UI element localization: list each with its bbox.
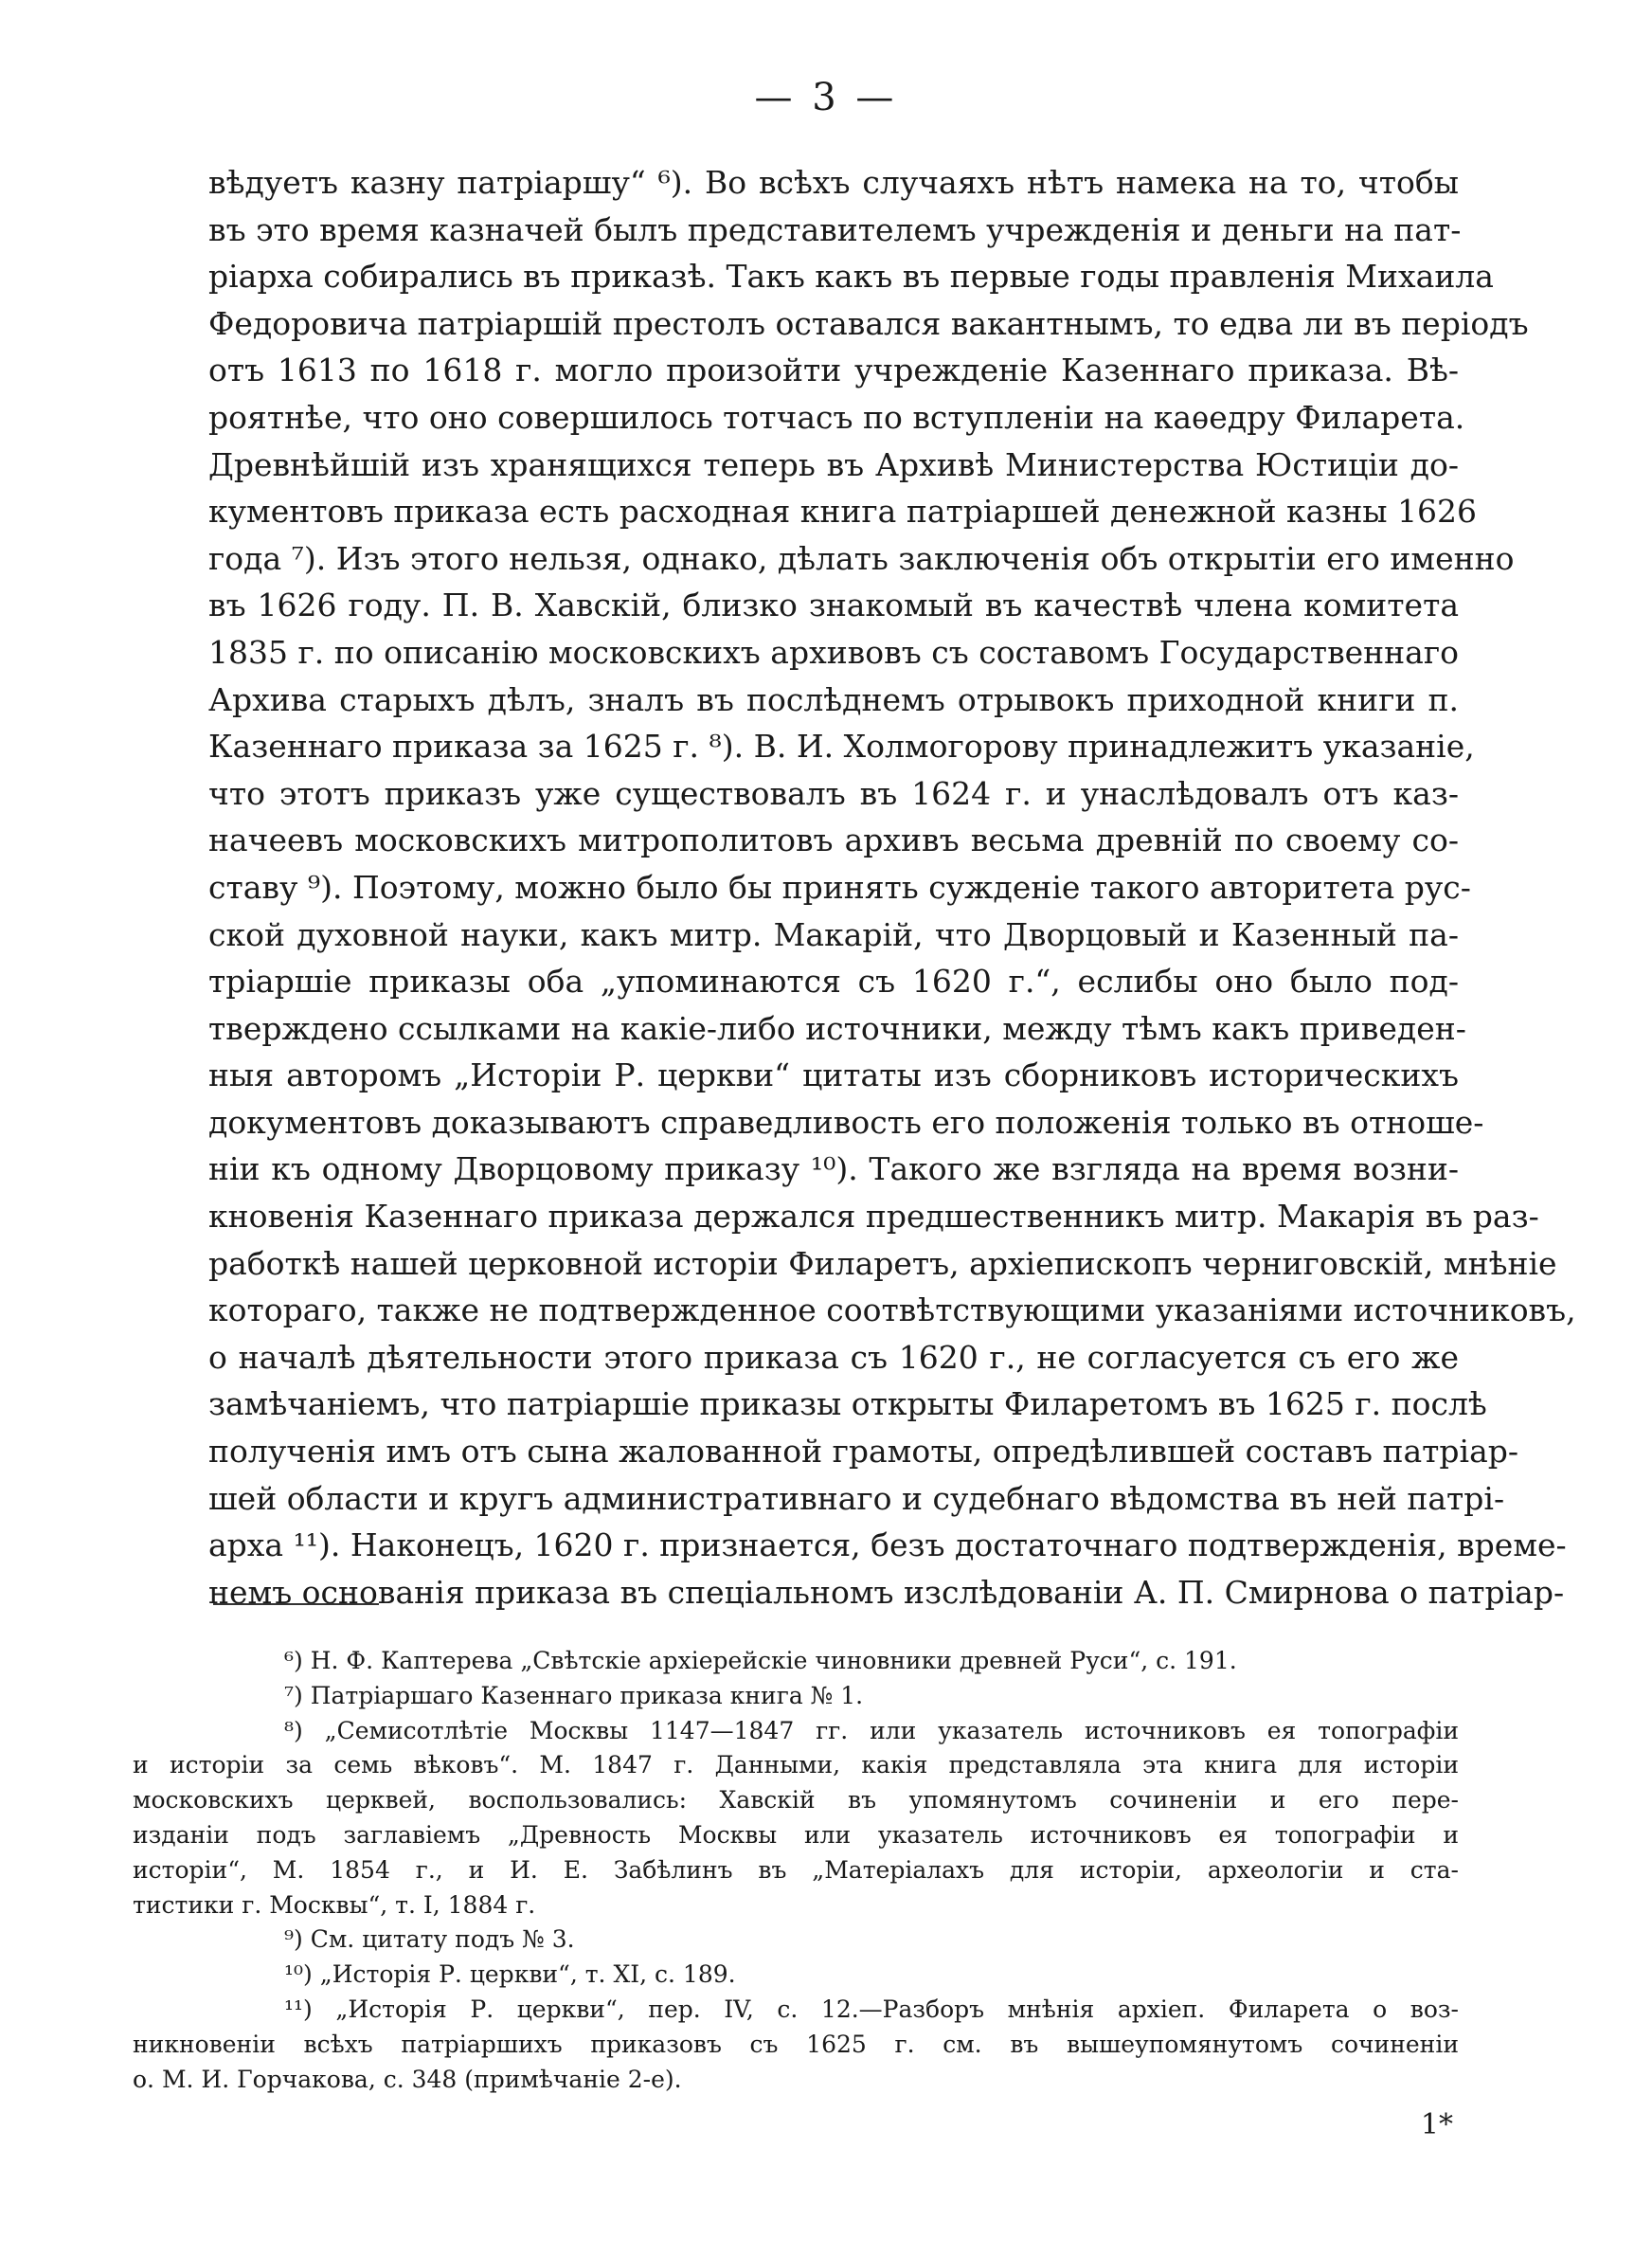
- footnote-line: московскихъ церквей, воспользовались: Хавскій въ упомянутомъ сочиненіи и его пере-: [133, 1786, 1459, 1815]
- footnote-11: [133, 1993, 1459, 2097]
- body-line: ніи къ одному Дворцовому приказу ¹⁰). Такого же взгляда на время возни-: [208, 1150, 1459, 1188]
- footnote-9: [208, 1923, 1459, 1958]
- body-line: ріарха собирались въ приказѣ. Такъ какъ въ первые годы правленія Михаила: [208, 258, 1494, 296]
- body-line: отъ 1613 по 1618 г. могло произойти учрежденіе Казеннаго приказа. Вѣ-: [208, 352, 1459, 389]
- page-number: — 3 —: [754, 76, 898, 119]
- footnote-line: о. М. И. Горчакова, с. 348 (примѣчаніе 2-е).: [133, 2065, 682, 2093]
- footnote-line: ⁸) „Семисотлѣтіе Москвы 1147—1847 гг. или указатель источниковъ ея топографіи: [284, 1716, 1459, 1744]
- body-line: котораго, также не подтвержденное соотвѣтствующими указаніями источниковъ,: [208, 1291, 1576, 1329]
- footnote-line: ⁷) Патріаршаго Казеннаго приказа книга № 1.: [284, 1681, 864, 1709]
- body-line: документовъ доказываютъ справедливость его положенія только въ отноше-: [208, 1103, 1484, 1141]
- footnote-line: исторіи“, М. 1854 г., и И. Е. Забѣлинъ въ „Матеріалахъ для исторіи, археологіи и ста-: [133, 1855, 1459, 1884]
- body-line: шей области и кругъ административнаго и судебнаго вѣдомства въ ней патрі-: [208, 1479, 1505, 1517]
- body-line: начеевъ московскихъ митрополитовъ архивъ весьма древній по своему со-: [208, 822, 1459, 859]
- footnote-8: [133, 1714, 1459, 1923]
- body-line: 1835 г. по описанію московскихъ архивовъ съ составомъ Государственнаго: [208, 633, 1459, 671]
- body-line: о началѣ дѣятельности этого приказа съ 1620 г., не согласуется съ его же: [208, 1338, 1459, 1376]
- body-line: Казеннаго приказа за 1625 г. ⁸). В. И. Холмогорову принадлежитъ указаніе,: [208, 728, 1475, 766]
- footnote-10: [208, 1958, 1459, 1993]
- body-line: арха ¹¹). Наконецъ, 1620 г. признается, безъ достаточнаго подтвержденія, време-: [208, 1526, 1567, 1564]
- body-line: вѣдуетъ казну патріаршу“ ⁶). Во всѣхъ случаяхъ нѣтъ намека на то, чтобы: [208, 164, 1459, 201]
- body-line: работкѣ нашей церковной исторіи Филаретъ, архіепископъ черниговскій, мнѣніе: [208, 1244, 1557, 1282]
- body-line: Архива старыхъ дѣлъ, зналъ въ послѣднемъ отрывокъ приходной книги п.: [208, 680, 1459, 718]
- footnote-line: изданіи подъ заглавіемъ „Древность Москвы или указатель источниковъ ея топографіи и: [133, 1820, 1459, 1849]
- footnote-line: ⁹) См. цитату подъ № 3.: [284, 1925, 575, 1954]
- footnote-line: тистики г. Москвы“, т. I, 1884 г.: [133, 1890, 536, 1919]
- body-line: кументовъ приказа есть расходная книга патріаршей денежной казны 1626: [208, 493, 1478, 531]
- body-line: роятнѣе, что оно совершилось тотчасъ по вступленіи на каѳедру Филарета.: [208, 398, 1465, 436]
- footnote-7: [208, 1679, 1459, 1714]
- body-line: ставу ⁹). Поэтому, можно было бы принять сужденіе такого авторитета рус-: [208, 868, 1471, 906]
- body-line: ской духовной науки, какъ митр. Макарій, что Дворцовый и Казенный па-: [208, 915, 1459, 953]
- body-line: немъ основанія приказа въ спеціальномъ изслѣдованіи А. П. Смирнова о патріар-: [208, 1573, 1565, 1611]
- body-text: [208, 159, 1576, 1616]
- footnote-line: и исторіи за семь вѣковъ“. М. 1847 г. Данными, какія представляла эта книга для исторіи: [133, 1751, 1459, 1779]
- body-line: въ 1626 году. П. В. Хавскій, близко знакомый въ качествѣ члена комитета: [208, 587, 1459, 624]
- footnote-divider: [213, 1603, 379, 1605]
- footnote-line: ⁶) Н. Ф. Каптерева „Свѣтскіе архіерейскіе чиновники древней Руси“, с. 191.: [284, 1647, 1237, 1674]
- printer-signature-mark: 1*: [1420, 2108, 1453, 2141]
- body-line: замѣчаніемъ, что патріаршіе приказы открыты Филаретомъ въ 1625 г. послѣ: [208, 1385, 1487, 1423]
- body-line: Федоровича патріаршій престолъ оставался вакантнымъ, то едва ли въ періодъ: [208, 304, 1529, 342]
- footnote-line: ¹⁰) „Исторія Р. церкви“, т. XI, с. 189.: [284, 1960, 736, 1989]
- footnote-6: [208, 1644, 1459, 1679]
- body-line: тріаршіе приказы оба „упоминаются съ 1620 г.“, еслибы оно было под-: [208, 963, 1459, 1001]
- footnote-line: ¹¹) „Исторія Р. церкви“, пер. IV, с. 12.—Разборъ мнѣнія архіеп. Филарета о воз-: [284, 1995, 1459, 2023]
- footnote-line: никновеніи всѣхъ патріаршихъ приказовъ съ 1625 г. см. въ вышеупомянутомъ сочиненіи: [133, 2030, 1459, 2058]
- body-line: тверждено ссылками на какіе-либо источники, между тѣмъ какъ приведен-: [208, 1009, 1466, 1047]
- body-line: въ это время казначей былъ представителемъ учрежденія и деньги на пат-: [208, 210, 1462, 248]
- body-line: Древнѣйшій изъ хранящихся теперь въ Архивѣ Министерства Юстиціи до-: [208, 445, 1459, 483]
- footnotes: [133, 1644, 1459, 2097]
- body-line: кновенія Казеннаго приказа держался предшественникъ митр. Макарія въ раз-: [208, 1198, 1539, 1236]
- body-line: полученія имъ отъ сына жалованной грамоты, опредѣлившей составъ патріар-: [208, 1433, 1519, 1471]
- body-line: что этотъ приказъ уже существовалъ въ 1624 г. и унаслѣдовалъ отъ каз-: [208, 774, 1459, 812]
- body-line: ныя авторомъ „Исторіи Р. церкви“ цитаты изъ сборниковъ историческихъ: [208, 1056, 1459, 1094]
- body-line: года ⁷). Изъ этого нельзя, однако, дѣлать заключенія объ открытіи его именно: [208, 539, 1515, 577]
